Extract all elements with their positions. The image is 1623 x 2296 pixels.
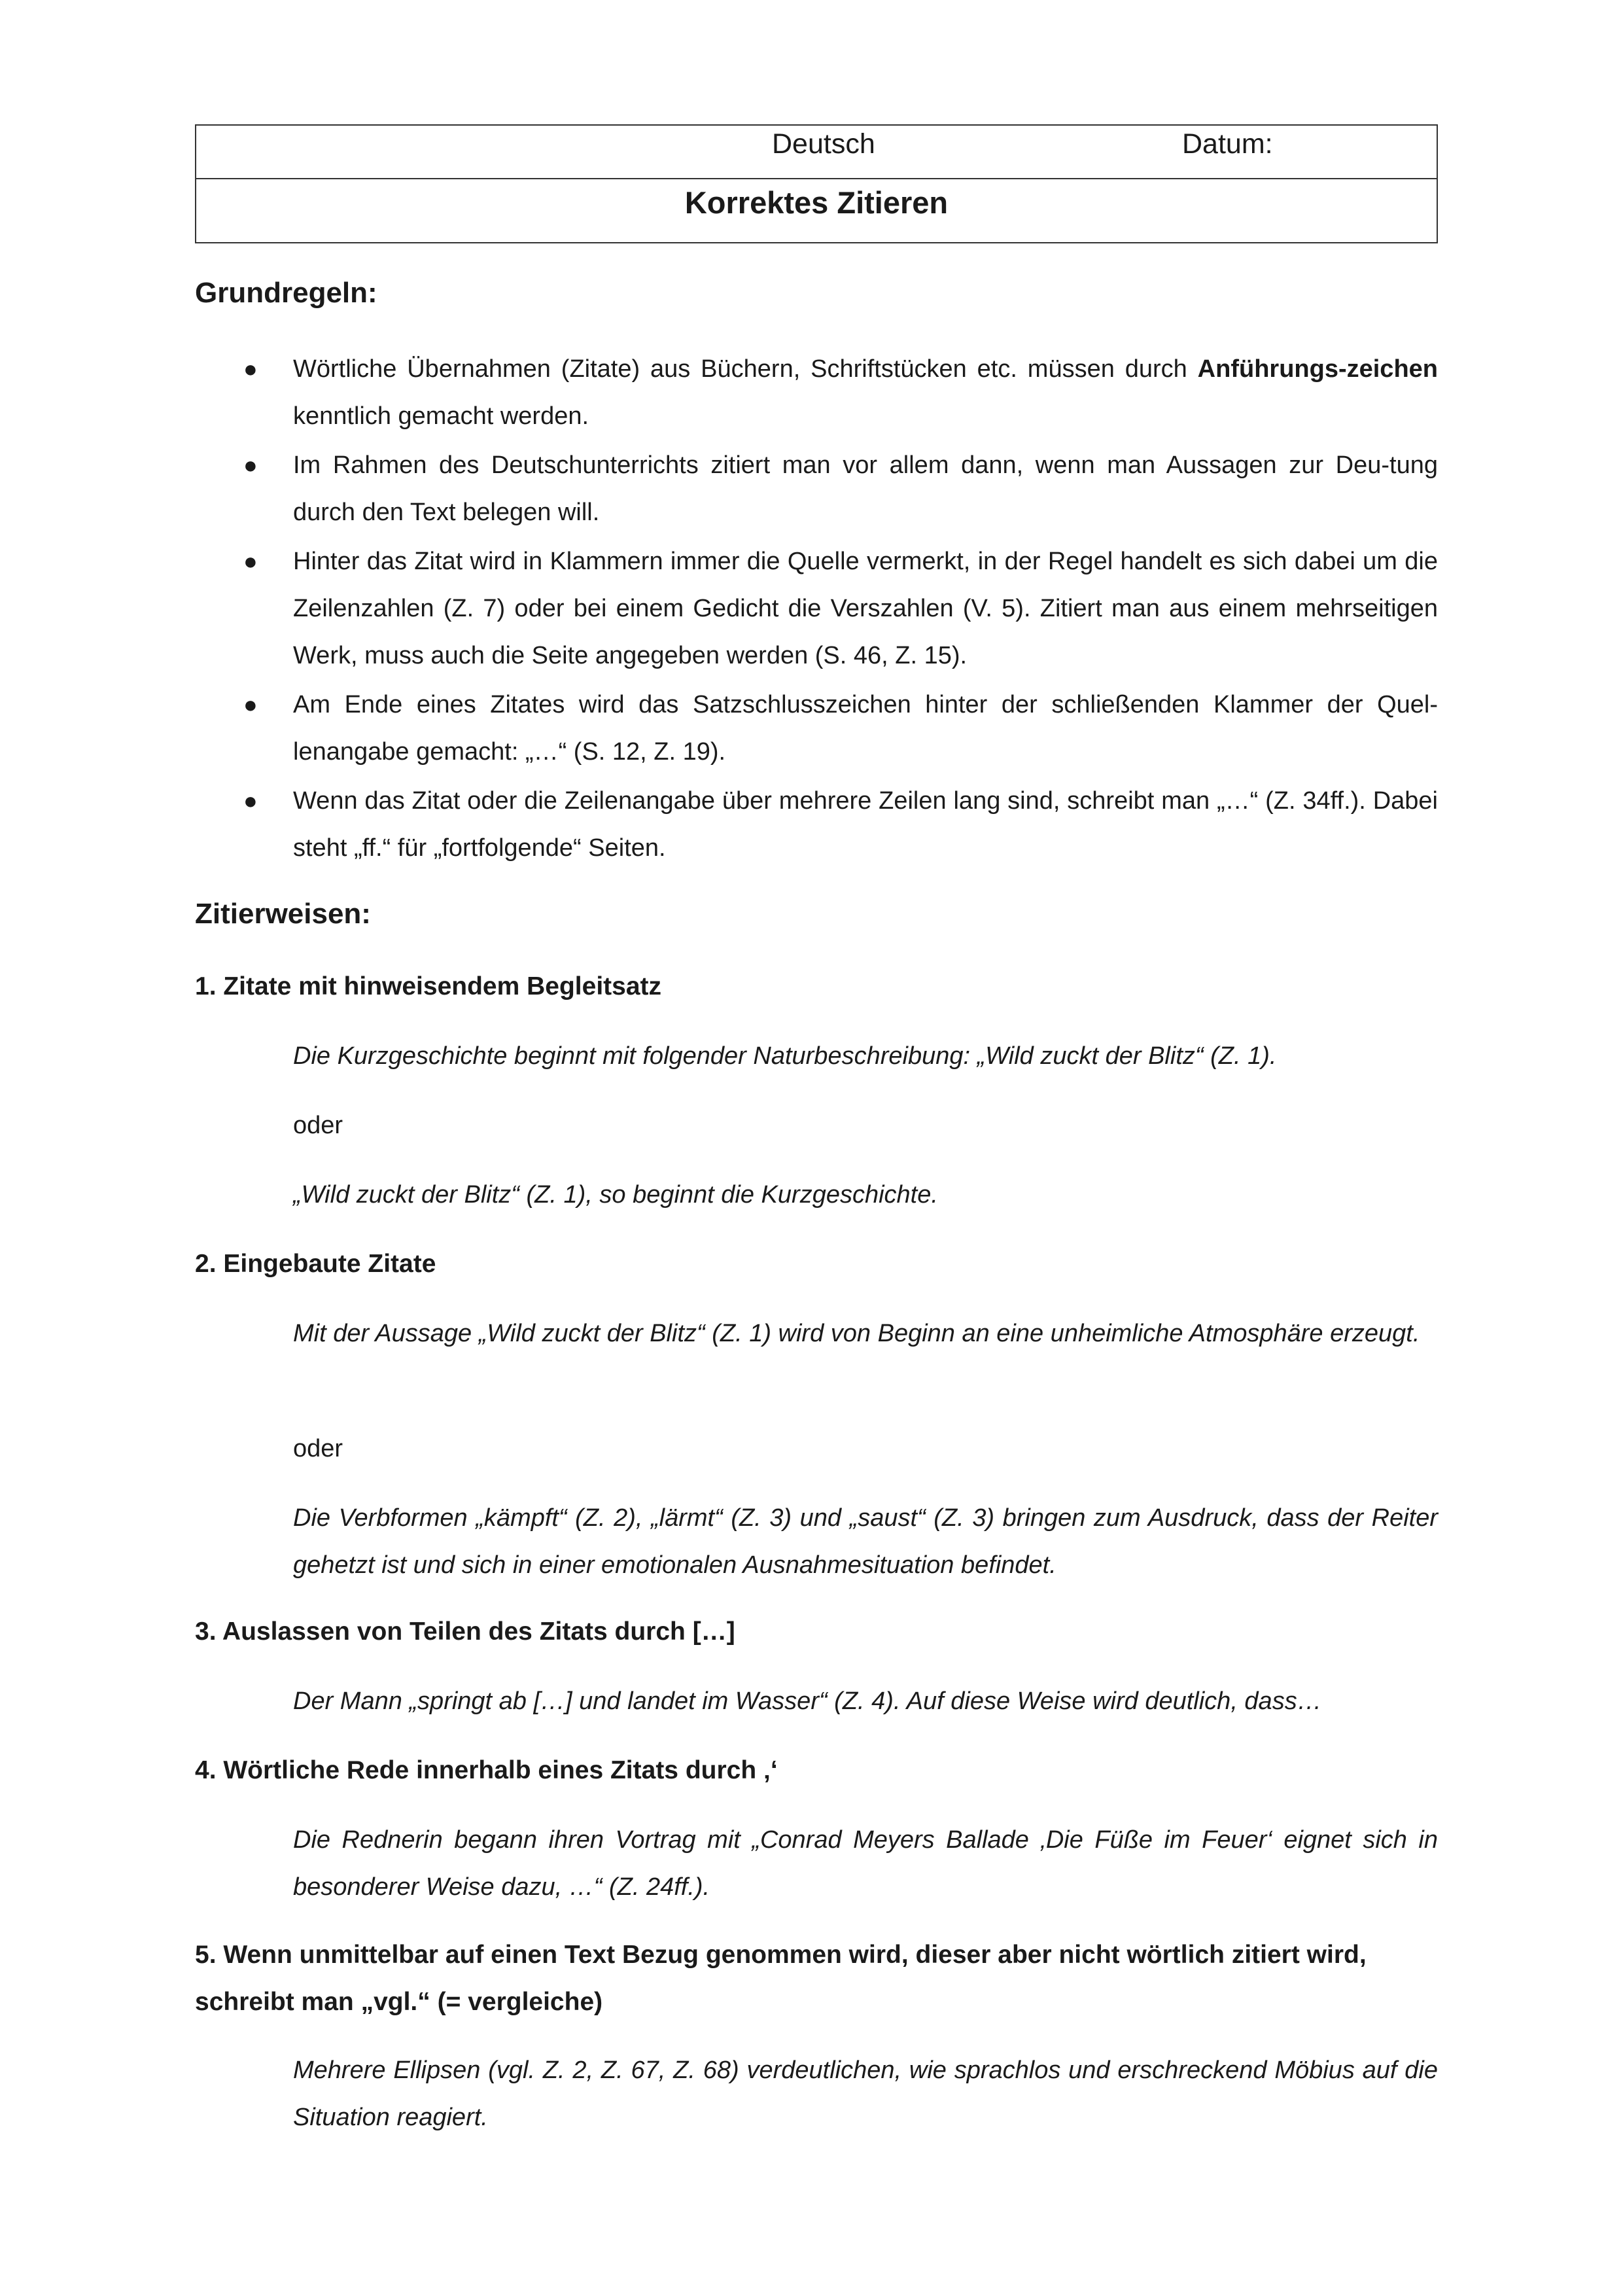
- list-item: [195, 538, 1438, 679]
- bullet-icon: ●: [243, 787, 258, 814]
- bullet-icon: ●: [243, 548, 258, 574]
- rules-list: [195, 345, 1438, 874]
- section-2-oder: oder: [293, 1435, 343, 1462]
- section-4-title: 4. Wörtliche Rede innerhalb eines Zitats durch ‚‘: [195, 1756, 778, 1784]
- worksheet-page: [195, 124, 1438, 2131]
- rule-text: Wörtliche Übernahmen (Zitate) aus Büchern, Schriftstücken etc. müssen durch: [293, 355, 1198, 383]
- bullet-icon: ●: [243, 355, 258, 382]
- section-3-example-1: Der Mann „springt ab […] und landet im Wasser“ (Z. 4). Auf diese Weise wird deutlich, dass…: [293, 1687, 1322, 1715]
- grundregeln-heading: Grundregeln:: [195, 277, 377, 309]
- section-4-example-1: Die Rednerin begann ihren Vortrag mit „Conrad Meyers Ballade ‚Die Füße im Feuer‘ eignet sich in besonderer Weise dazu, …“ (Z. 24ff.).: [293, 1826, 1438, 1901]
- section-2-title: 2. Eingebaute Zitate: [195, 1250, 436, 1278]
- section-5-title: 5. Wenn unmittelbar auf einen Text Bezug genommen wird, dieser aber nicht wörtlich zitiert wird, schreibt man „vgl.“ (= vergleiche): [195, 1941, 1367, 2016]
- list-item: [195, 442, 1438, 536]
- rule-text: Wenn das Zitat oder die Zeilenangabe über mehrere Zeilen lang sind, schreibt man „…“ (Z. 34ff.). Dabei steht „ff.“ für „fortfolgende“ Seiten.: [293, 787, 1438, 862]
- list-item: [195, 777, 1438, 872]
- rule-text: Im Rahmen des Deutschunterrichts zitiert man vor allem dann, wenn man Aussagen zur Deu-tung durch den Text belegen will.: [293, 451, 1438, 526]
- date-label: Datum:: [1182, 128, 1273, 160]
- section-2-example-2: Die Verbformen „kämpft“ (Z. 2), „lärmt“ (Z. 3) und „saust“ (Z. 3) bringen zum Ausdruck, dass der Reiter gehetzt ist und sich in einer emotionalen Ausnahmesituation befindet.: [293, 1504, 1438, 1579]
- list-item: [195, 681, 1438, 775]
- list-item: [195, 345, 1438, 440]
- rule-text-end: kenntlich gemacht werden.: [293, 402, 589, 430]
- bullet-icon: ●: [243, 451, 258, 478]
- section-1-oder: oder: [293, 1112, 343, 1139]
- header-box: [195, 124, 1438, 243]
- section-1-example-2: „Wild zuckt der Blitz“ (Z. 1), so beginnt die Kurzgeschichte.: [293, 1181, 938, 1209]
- rule-bold-text: Anführungs-zeichen: [1197, 355, 1438, 383]
- subject-label: Deutsch: [772, 128, 875, 160]
- section-5-example-1: Mehrere Ellipsen (vgl. Z. 2, Z. 67, Z. 68) verdeutlichen, wie sprachlos und erschreckend Möbius auf die Situation reagiert.: [293, 2057, 1438, 2131]
- page-title: Korrektes Zitieren: [684, 185, 949, 220]
- rule-text: Hinter das Zitat wird in Klammern immer die Quelle vermerkt, in der Regel handelt es sich dabei um die Zeilenzahlen (Z. 7) oder bei einem Gedicht die Verszahlen (V. 5). Zitiert man aus einem mehrseitigen Werk, muss auch die Seite angegeben werden (S. 46, Z. 15).: [293, 548, 1438, 669]
- rule-text: Am Ende eines Zitates wird das Satzschlusszeichen hinter der schließenden Klammer der Quel-lenangabe gemacht: „…“ (S. 12, Z. 19).: [293, 691, 1438, 766]
- bullet-icon: ●: [243, 691, 258, 718]
- section-3-title: 3. Auslassen von Teilen des Zitats durch […]: [195, 1617, 735, 1646]
- section-1-title: 1. Zitate mit hinweisendem Begleitsatz: [195, 972, 662, 1000]
- section-1-example-1: Die Kurzgeschichte beginnt mit folgender Naturbeschreibung: „Wild zuckt der Blitz“ (Z. 1).: [293, 1042, 1277, 1070]
- header-info-row: [196, 126, 1437, 179]
- zitierweisen-heading: Zitierweisen:: [195, 898, 371, 930]
- section-2-example-1: Mit der Aussage „Wild zuckt der Blitz“ (Z. 1) wird von Beginn an eine unheimliche Atmosphäre erzeugt.: [293, 1320, 1420, 1347]
